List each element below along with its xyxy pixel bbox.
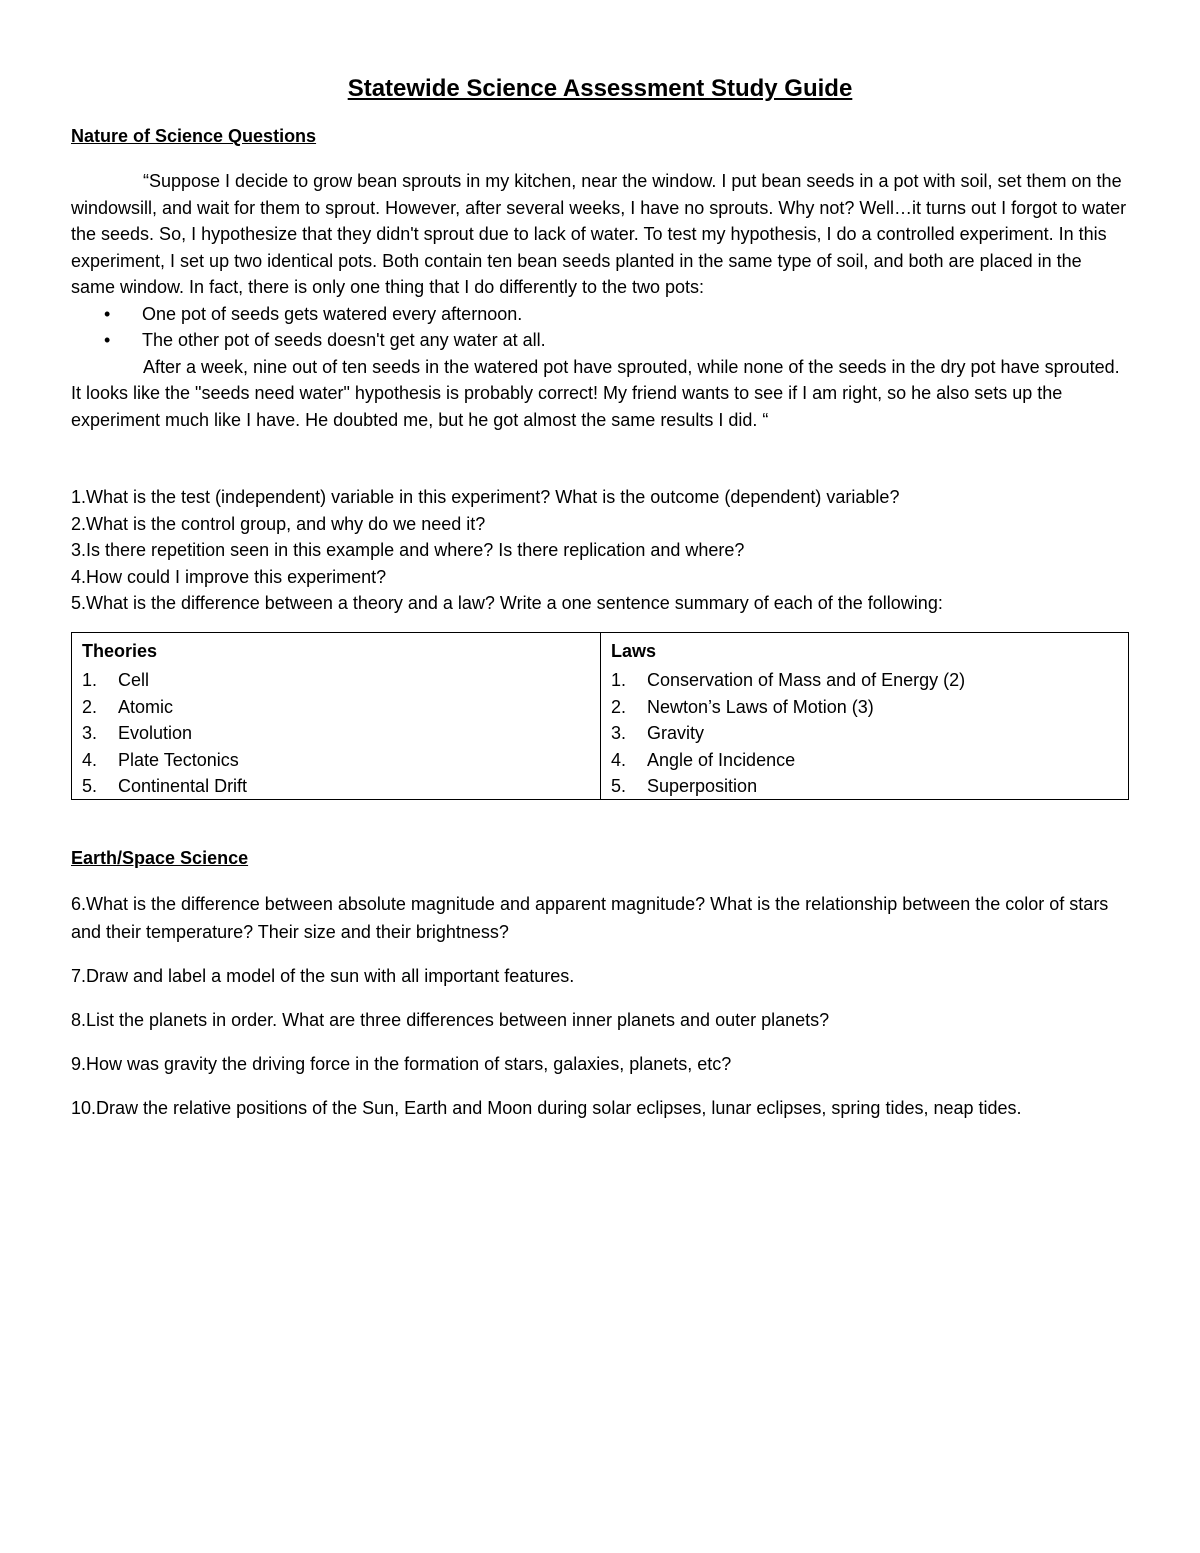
earth-space-heading: Earth/Space Science [71, 848, 249, 868]
question-7: 7.Draw and label a model of the sun with all important features. [71, 966, 575, 986]
item-number: 3. [82, 723, 98, 743]
laws-column [600, 633, 1128, 799]
question-2: 2.What is the control group, and why do we need it? [71, 513, 486, 534]
item-number: 5. [82, 776, 98, 796]
item-number: 2. [82, 696, 98, 717]
law-label: Conservation of Mass and of Energy (2) [647, 670, 966, 690]
laws-header: Laws [611, 641, 657, 661]
item-number: 3. [611, 723, 627, 743]
question-3: 3.Is there repetition seen in this example and where? Is there replication and where? [71, 540, 745, 560]
law-item [611, 773, 1118, 800]
question-4: 4.How could I improve this experiment? [71, 566, 387, 587]
document-page [71, 0, 1129, 1553]
question-5: 5.What is the difference between a theory and a law? Write a one sentence summary of each of the following: [71, 593, 943, 613]
question-8: 8.List the planets in order. What are three differences between inner planets and outer planets? [71, 1010, 830, 1030]
bullet-text: One pot of seeds gets watered every afternoon. [142, 303, 523, 324]
theories-laws-table [71, 632, 1129, 800]
item-number: 4. [611, 749, 627, 770]
question-6: 6.What is the difference between absolute magnitude and apparent magnitude? What is the relationship between the color of stars and their temperature? Their size and their brightness? [71, 894, 1109, 942]
law-item [611, 720, 1118, 747]
item-number: 4. [82, 749, 98, 770]
scenario-paragraph-1: “Suppose I decide to grow bean sprouts in my kitchen, near the window. I put bean seeds in a pot with soil, set them on the windowsill, and wait for them to sprout. However, after several weeks, I have no sprouts. Why not? Well…it turns out I forgot to water the seeds. So, I hypothesize that they didn't sprout due to lack of water. To test my hypothesis, I do a controlled experiment. In this experiment, I set up two identical pots. Both contain ten bean seeds planted in the same type of soil, and both are placed in the same window. In fact, there is only one thing that I do differently to the two pots: [71, 171, 1127, 297]
theory-label: Continental Drift [118, 776, 248, 796]
theory-label: Cell [118, 670, 150, 690]
theory-label: Plate Tectonics [118, 749, 239, 770]
item-number: 5. [611, 776, 627, 796]
law-item [611, 747, 1118, 774]
theory-item [82, 720, 590, 747]
theory-label: Evolution [118, 723, 193, 743]
bullet-icon: • [104, 330, 111, 350]
theories-column [72, 633, 600, 799]
laws-list [611, 667, 1118, 800]
item-number: 1. [82, 670, 98, 690]
item-number: 1. [611, 670, 627, 690]
bullet-item [71, 327, 1129, 354]
theory-item [82, 667, 590, 694]
theory-item [82, 694, 590, 721]
law-label: Newton’s Laws of Motion (3) [647, 696, 874, 717]
item-number: 2. [611, 696, 627, 717]
law-item [611, 694, 1118, 721]
theory-item [82, 773, 590, 800]
theories-list [82, 667, 590, 800]
law-label: Gravity [647, 723, 705, 743]
scenario-paragraph-2: After a week, nine out of ten seeds in the watered pot have sprouted, while none of the seeds in the dry pot have sprouted. It looks like the "seeds need water" hypothesis is probably correct! My friend wants to see if I am right, so he also sets up the experiment much like I have. He doubted me, but he got almost the same results I did. “ [71, 356, 1120, 430]
bullet-item [71, 301, 1129, 328]
theories-header: Theories [82, 641, 158, 661]
law-label: Superposition [647, 776, 758, 796]
bullet-icon: • [104, 303, 111, 324]
nature-of-science-heading: Nature of Science Questions [71, 126, 317, 146]
question-9: 9.How was gravity the driving force in the formation of stars, galaxies, planets, etc? [71, 1054, 732, 1074]
theory-item [82, 747, 590, 774]
question-1: 1.What is the test (independent) variable in this experiment? What is the outcome (dependent) variable? [71, 487, 900, 507]
nature-questions [71, 484, 1129, 617]
theory-label: Atomic [118, 696, 174, 717]
experiment-scenario [71, 168, 1129, 433]
law-label: Angle of Incidence [647, 749, 796, 770]
bullet-text: The other pot of seeds doesn't get any water at all. [142, 330, 546, 350]
law-item [611, 667, 1118, 694]
page-title: Statewide Science Assessment Study Guide [347, 75, 853, 102]
pot-bullet-list [71, 301, 1129, 354]
earth-space-questions [71, 890, 1129, 1138]
question-10: 10.Draw the relative positions of the Sun, Earth and Moon during solar eclipses, lunar eclipses, spring tides, neap tides. [71, 1098, 1022, 1118]
